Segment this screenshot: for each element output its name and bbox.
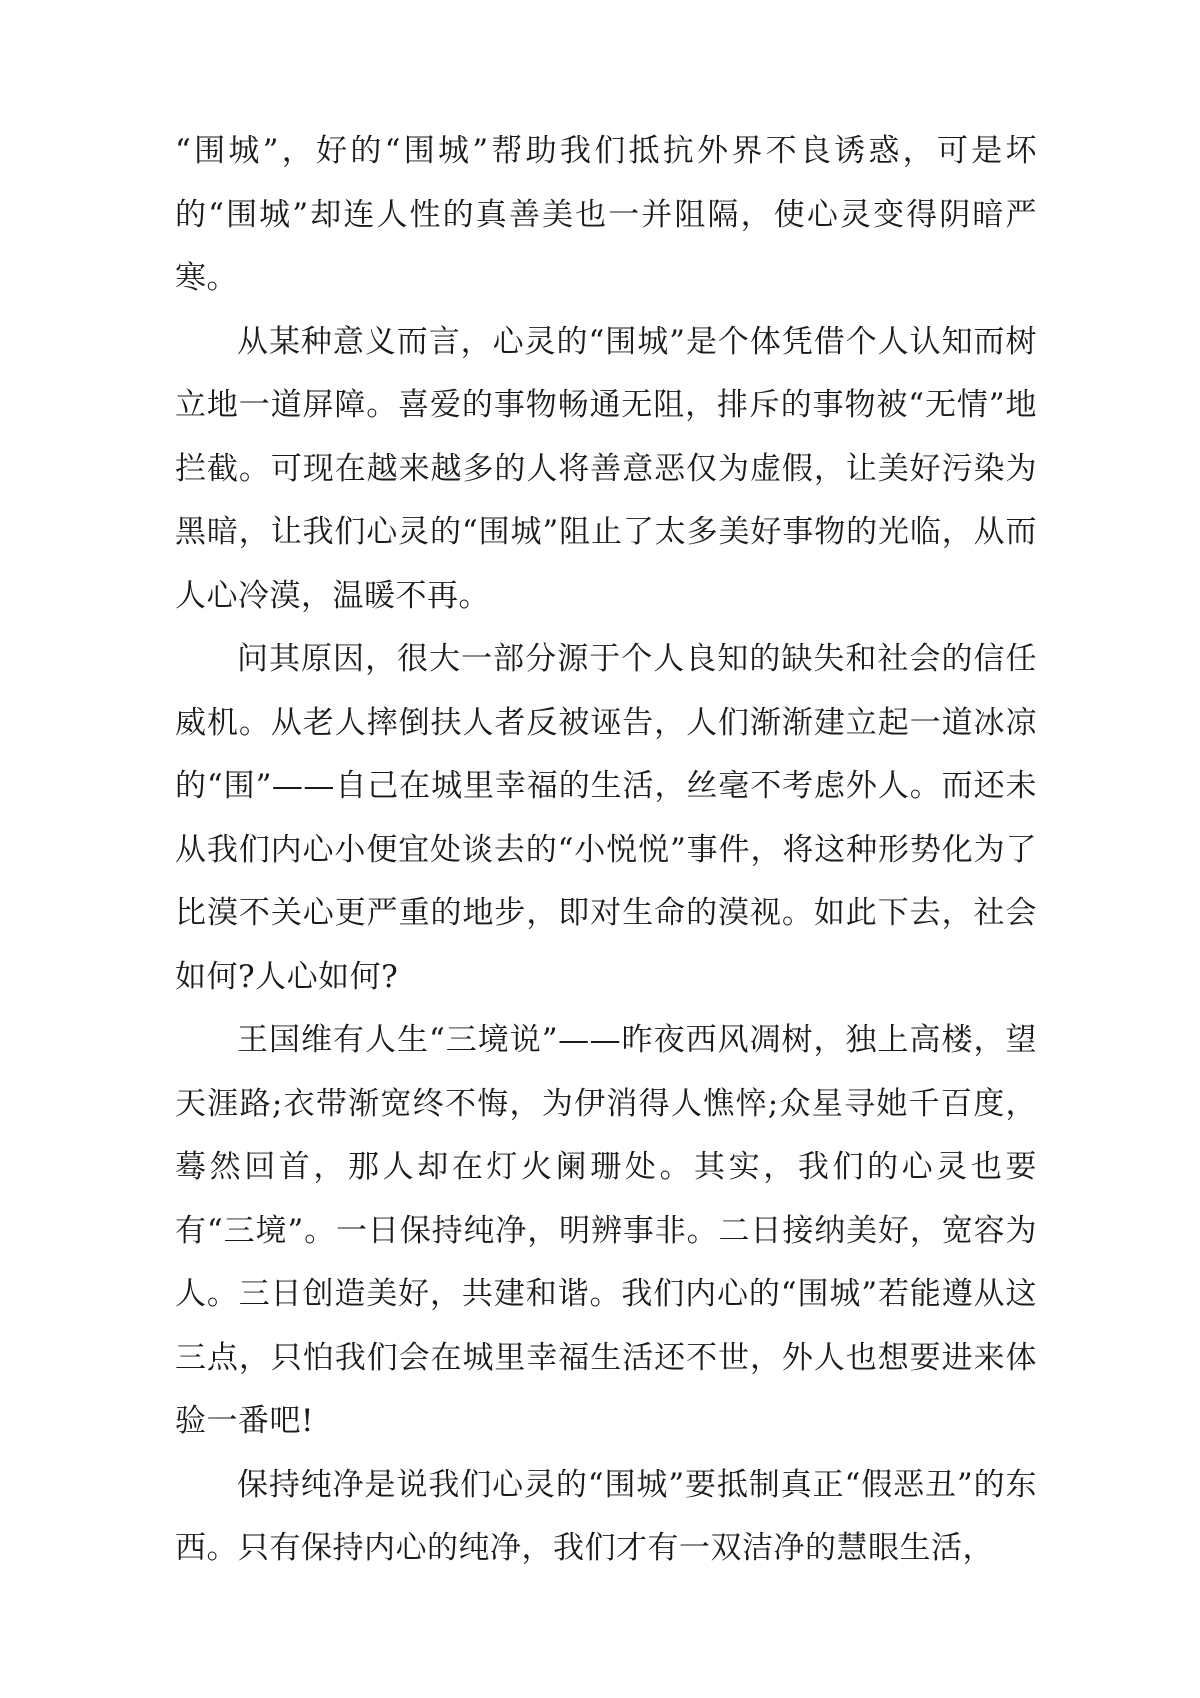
paragraph-psychological-wall: 从某种意义而言，心灵的“围城”是个体凭借个人认知而树立地一道屏障。喜爱的事物畅通无阻，排斥的事物被“无情”地拦截。可现在越来越多的人将善意恶仅为虚假，让美好污染为黑暗，让我们心灵的“围城”阻止了太多美好事物的光临，从而人心冷漠，温暖不再。 bbox=[175, 323, 1037, 614]
paragraph-three-realms: 王国维有人生“三境说”——昨夜西风凋树，独上高楼，望天涯路;衣带渐宽终不悔，为伊消得人憔悴;众星寻她千百度，蓦然回首，那人却在灯火阑珊处。其实，我们的心灵也要有“三境”。一日保持纯净，明辨事非。二日接纳美好，宽容为人。三日创造美好，共建和谐。我们内心的“围城”若能遵从这三点，只怕我们会在城里幸福生活还不世，外人也想要进来体验一番吧! bbox=[175, 1022, 1037, 1439]
essay-body bbox=[175, 120, 1037, 1581]
paragraph-continuation: “围城”，好的“围城”帮助我们抵抗外界不良诱惑，可是坏的“围城”却连人性的真善美也一并阻隔，使心灵变得阴暗严寒。 bbox=[175, 133, 1037, 296]
paragraph-keep-pure: 保持纯净是说我们心灵的“围城”要抵制真正“假恶丑”的东西。只有保持内心的纯净，我们才有一双洁净的慧眼生活， bbox=[175, 1466, 1037, 1566]
paragraph-causes: 问其原因，很大一部分源于个人良知的缺失和社会的信任威机。从老人摔倒扶人者反被诬告，人们渐渐建立起一道冰凉的“围”——自己在城里幸福的生活，丝毫不考虑外人。而还未从我们内心小便宜处谈去的“小悦悦”事件，将这种形势化为了比漠不关心更严重的地步，即对生命的漠视。如此下去，社会如何?人心如何? bbox=[175, 641, 1037, 995]
